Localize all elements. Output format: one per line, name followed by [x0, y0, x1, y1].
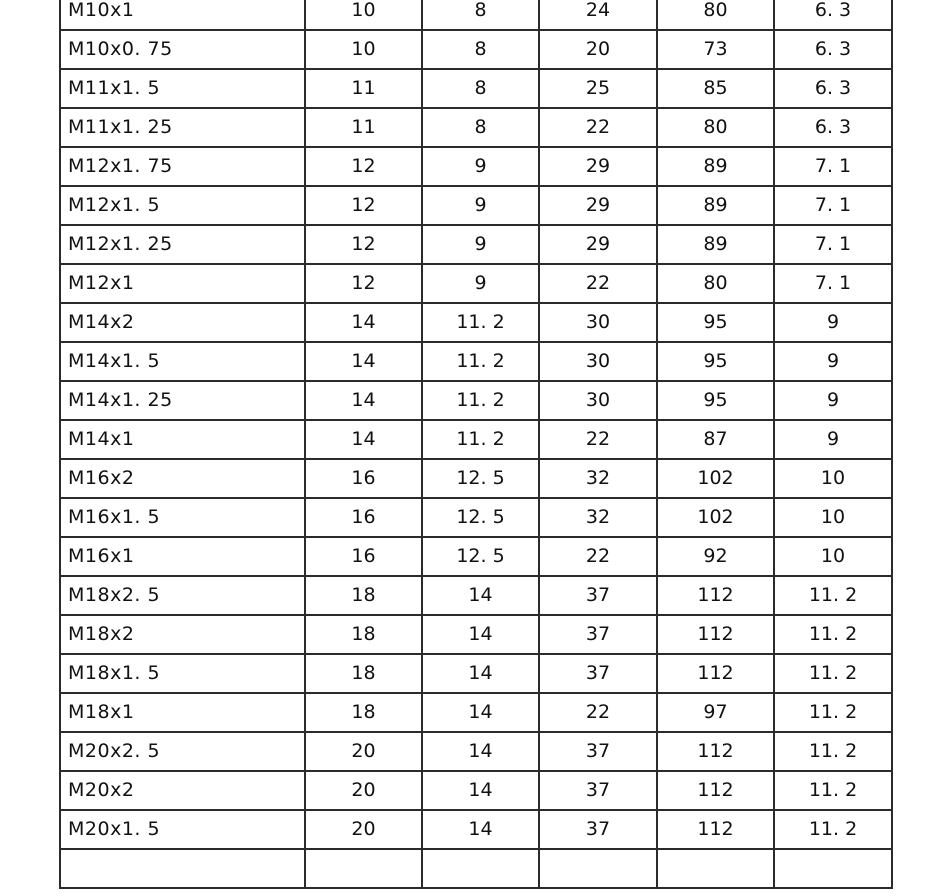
table-row: [60, 108, 892, 147]
dimension-d-cell: 7. 1: [774, 186, 892, 225]
dimension-a-cell: 11. 2: [422, 420, 539, 459]
dimension-c-cell: 80: [657, 108, 774, 147]
dimension-c-cell: 80: [657, 0, 774, 30]
dimension-d-cell: 6. 3: [774, 69, 892, 108]
table-row: [60, 498, 892, 537]
dimension-a-cell: 9: [422, 186, 539, 225]
dimension-c-cell: 95: [657, 342, 774, 381]
dimension-c-cell: 112: [657, 810, 774, 849]
thread-size-cell: M14x1. 5: [60, 342, 305, 381]
dimension-b-cell: 29: [539, 225, 657, 264]
nominal-diameter-cell: 12: [305, 186, 422, 225]
dimension-a-cell: 14: [422, 693, 539, 732]
dimension-b-cell: 32: [539, 459, 657, 498]
nominal-diameter-cell: 16: [305, 459, 422, 498]
table-row: [60, 459, 892, 498]
dimension-b-cell: 22: [539, 537, 657, 576]
dimension-d-cell: 11. 2: [774, 771, 892, 810]
dimension-b-cell: 30: [539, 303, 657, 342]
dimension-c-cell: 112: [657, 576, 774, 615]
thread-size-cell: M11x1. 25: [60, 108, 305, 147]
nominal-diameter-cell: 11: [305, 69, 422, 108]
dimension-b-cell: 37: [539, 654, 657, 693]
dimension-d-cell: 10: [774, 498, 892, 537]
dimension-b-cell: 22: [539, 693, 657, 732]
table-row: [60, 264, 892, 303]
dimension-a-cell: 14: [422, 771, 539, 810]
dimension-a-cell: 9: [422, 147, 539, 186]
nominal-diameter-cell: 18: [305, 654, 422, 693]
thread-size-cell: M18x1. 5: [60, 654, 305, 693]
dimension-a-cell: 12. 5: [422, 537, 539, 576]
table-row: [60, 771, 892, 810]
dimension-b-cell: [539, 849, 657, 888]
table-row: [60, 225, 892, 264]
dimension-b-cell: 25: [539, 69, 657, 108]
nominal-diameter-cell: 12: [305, 225, 422, 264]
dimension-a-cell: 8: [422, 30, 539, 69]
dimension-b-cell: 22: [539, 420, 657, 459]
thread-size-cell: M18x1: [60, 693, 305, 732]
thread-size-cell: M16x1. 5: [60, 498, 305, 537]
dimension-d-cell: 9: [774, 381, 892, 420]
thread-size-cell: M12x1. 5: [60, 186, 305, 225]
dimension-a-cell: [422, 849, 539, 888]
dimension-c-cell: 112: [657, 615, 774, 654]
dimension-b-cell: 37: [539, 576, 657, 615]
dimension-c-cell: 85: [657, 69, 774, 108]
dimension-b-cell: 37: [539, 732, 657, 771]
table-row: [60, 69, 892, 108]
nominal-diameter-cell: 18: [305, 615, 422, 654]
dimension-a-cell: 14: [422, 732, 539, 771]
nominal-diameter-cell: 18: [305, 693, 422, 732]
thread-size-cell: M12x1. 25: [60, 225, 305, 264]
dimension-d-cell: 9: [774, 420, 892, 459]
dimension-b-cell: 30: [539, 381, 657, 420]
dimension-d-cell: 11. 2: [774, 576, 892, 615]
dimension-c-cell: 89: [657, 225, 774, 264]
dimension-b-cell: 32: [539, 498, 657, 537]
table-row: [60, 186, 892, 225]
table-row: [60, 615, 892, 654]
thread-size-cell: [60, 849, 305, 888]
dimension-d-cell: 6. 3: [774, 108, 892, 147]
thread-spec-table: [59, 0, 893, 889]
thread-size-cell: M14x2: [60, 303, 305, 342]
thread-size-cell: M16x1: [60, 537, 305, 576]
dimension-c-cell: 89: [657, 186, 774, 225]
table-row: [60, 30, 892, 69]
dimension-d-cell: 7. 1: [774, 147, 892, 186]
dimension-b-cell: 22: [539, 108, 657, 147]
nominal-diameter-cell: 12: [305, 147, 422, 186]
nominal-diameter-cell: 16: [305, 537, 422, 576]
table-row: [60, 810, 892, 849]
table-row: [60, 420, 892, 459]
nominal-diameter-cell: 20: [305, 732, 422, 771]
dimension-a-cell: 14: [422, 615, 539, 654]
table-row: [60, 693, 892, 732]
dimension-a-cell: 14: [422, 654, 539, 693]
nominal-diameter-cell: 14: [305, 303, 422, 342]
dimension-d-cell: 9: [774, 342, 892, 381]
dimension-c-cell: 112: [657, 654, 774, 693]
dimension-b-cell: 37: [539, 615, 657, 654]
nominal-diameter-cell: 16: [305, 498, 422, 537]
dimension-c-cell: 95: [657, 303, 774, 342]
thread-spec-table-container: [59, 0, 891, 889]
dimension-b-cell: 29: [539, 147, 657, 186]
thread-size-cell: M10x0. 75: [60, 30, 305, 69]
table-body: [60, 0, 892, 888]
dimension-d-cell: 10: [774, 459, 892, 498]
nominal-diameter-cell: 18: [305, 576, 422, 615]
dimension-c-cell: 97: [657, 693, 774, 732]
dimension-d-cell: 7. 1: [774, 264, 892, 303]
dimension-c-cell: 95: [657, 381, 774, 420]
dimension-a-cell: 8: [422, 108, 539, 147]
thread-size-cell: M16x2: [60, 459, 305, 498]
dimension-d-cell: 10: [774, 537, 892, 576]
table-row: [60, 147, 892, 186]
dimension-c-cell: 73: [657, 30, 774, 69]
dimension-b-cell: 22: [539, 264, 657, 303]
nominal-diameter-cell: 10: [305, 30, 422, 69]
dimension-b-cell: 24: [539, 0, 657, 30]
dimension-d-cell: [774, 849, 892, 888]
nominal-diameter-cell: [305, 849, 422, 888]
thread-size-cell: M20x2. 5: [60, 732, 305, 771]
nominal-diameter-cell: 14: [305, 420, 422, 459]
dimension-d-cell: 6. 3: [774, 30, 892, 69]
dimension-b-cell: 29: [539, 186, 657, 225]
dimension-a-cell: 9: [422, 225, 539, 264]
thread-size-cell: M20x1. 5: [60, 810, 305, 849]
dimension-a-cell: 11. 2: [422, 381, 539, 420]
dimension-b-cell: 37: [539, 810, 657, 849]
dimension-a-cell: 8: [422, 0, 539, 30]
table-row: [60, 381, 892, 420]
thread-size-cell: M18x2: [60, 615, 305, 654]
dimension-d-cell: 6. 3: [774, 0, 892, 30]
dimension-c-cell: 102: [657, 459, 774, 498]
thread-size-cell: M10x1: [60, 0, 305, 30]
dimension-b-cell: 37: [539, 771, 657, 810]
table-row: [60, 576, 892, 615]
dimension-c-cell: 112: [657, 732, 774, 771]
nominal-diameter-cell: 14: [305, 342, 422, 381]
nominal-diameter-cell: 10: [305, 0, 422, 30]
dimension-a-cell: 11. 2: [422, 303, 539, 342]
thread-size-cell: M11x1. 5: [60, 69, 305, 108]
dimension-d-cell: 11. 2: [774, 810, 892, 849]
nominal-diameter-cell: 14: [305, 381, 422, 420]
dimension-a-cell: 8: [422, 69, 539, 108]
thread-size-cell: M18x2. 5: [60, 576, 305, 615]
dimension-c-cell: [657, 849, 774, 888]
dimension-d-cell: 11. 2: [774, 654, 892, 693]
table-row: [60, 732, 892, 771]
dimension-a-cell: 12. 5: [422, 459, 539, 498]
table-row: [60, 537, 892, 576]
dimension-b-cell: 30: [539, 342, 657, 381]
table-row: [60, 0, 892, 30]
dimension-a-cell: 14: [422, 576, 539, 615]
thread-size-cell: M12x1. 75: [60, 147, 305, 186]
thread-size-cell: M12x1: [60, 264, 305, 303]
nominal-diameter-cell: 12: [305, 264, 422, 303]
table-row: [60, 849, 892, 888]
dimension-a-cell: 11. 2: [422, 342, 539, 381]
dimension-d-cell: 9: [774, 303, 892, 342]
dimension-c-cell: 87: [657, 420, 774, 459]
dimension-d-cell: 11. 2: [774, 732, 892, 771]
dimension-c-cell: 92: [657, 537, 774, 576]
thread-size-cell: M14x1. 25: [60, 381, 305, 420]
dimension-d-cell: 7. 1: [774, 225, 892, 264]
dimension-d-cell: 11. 2: [774, 693, 892, 732]
thread-size-cell: M14x1: [60, 420, 305, 459]
nominal-diameter-cell: 20: [305, 771, 422, 810]
table-row: [60, 342, 892, 381]
table-row: [60, 654, 892, 693]
dimension-c-cell: 89: [657, 147, 774, 186]
nominal-diameter-cell: 11: [305, 108, 422, 147]
dimension-a-cell: 14: [422, 810, 539, 849]
dimension-c-cell: 112: [657, 771, 774, 810]
thread-size-cell: M20x2: [60, 771, 305, 810]
dimension-a-cell: 12. 5: [422, 498, 539, 537]
dimension-c-cell: 102: [657, 498, 774, 537]
table-row: [60, 303, 892, 342]
dimension-b-cell: 20: [539, 30, 657, 69]
dimension-c-cell: 80: [657, 264, 774, 303]
dimension-a-cell: 9: [422, 264, 539, 303]
nominal-diameter-cell: 20: [305, 810, 422, 849]
dimension-d-cell: 11. 2: [774, 615, 892, 654]
